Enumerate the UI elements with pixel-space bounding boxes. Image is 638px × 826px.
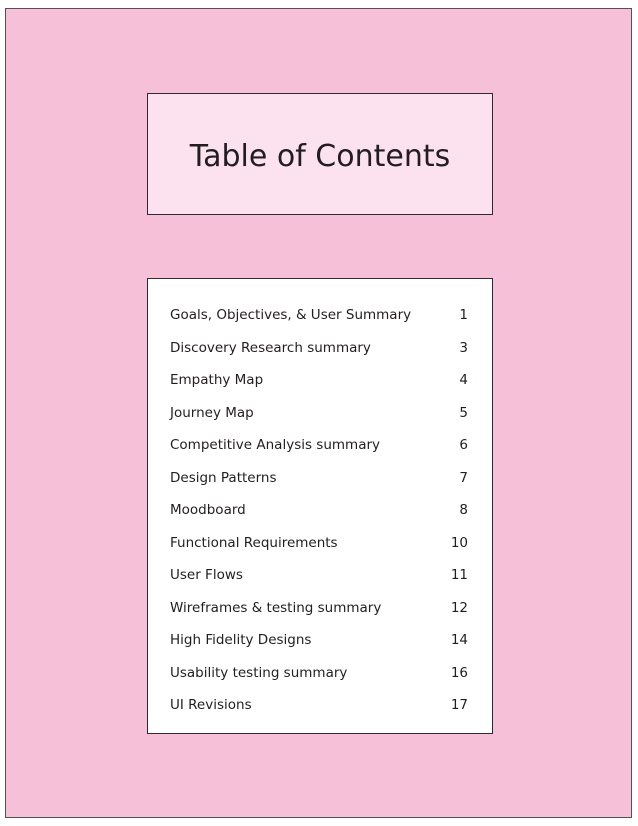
toc-entry-page: 1 — [459, 307, 468, 324]
toc-entry-label: Moodboard — [170, 502, 246, 519]
toc-entry-page: 6 — [459, 437, 468, 454]
toc-entry[interactable] — [170, 494, 468, 527]
toc-entry[interactable] — [170, 657, 468, 690]
toc-entry-page: 17 — [450, 697, 468, 714]
toc-entry-label: Functional Requirements — [170, 534, 338, 551]
page-title: Table of Contents — [189, 138, 451, 174]
toc-entry-label: High Fidelity Designs — [170, 632, 312, 649]
toc-entry-label: Discovery Research summary — [170, 339, 371, 356]
toc-entry[interactable] — [170, 429, 468, 462]
title-box — [147, 93, 493, 215]
toc-entry-page: 5 — [459, 404, 468, 421]
toc-entry-label: Journey Map — [170, 404, 254, 421]
toc-entry[interactable] — [170, 462, 468, 495]
toc-entry[interactable] — [170, 332, 468, 365]
toc-entry[interactable] — [170, 299, 468, 332]
toc-list — [170, 299, 468, 722]
toc-entry-label: Empathy Map — [170, 372, 264, 389]
toc-entry-page: 10 — [450, 534, 468, 551]
toc-entry[interactable] — [170, 592, 468, 625]
toc-entry-label: Competitive Analysis summary — [170, 437, 381, 454]
toc-entry-label: UI Revisions — [170, 697, 252, 714]
toc-entry[interactable] — [170, 559, 468, 592]
toc-entry-label: Goals, Objectives, & User Summary — [170, 307, 412, 324]
document-page — [5, 8, 632, 818]
toc-box — [147, 278, 493, 734]
toc-entry[interactable] — [170, 397, 468, 430]
toc-entry[interactable] — [170, 624, 468, 657]
toc-entry-page: 11 — [450, 567, 468, 584]
toc-entry-page: 16 — [450, 664, 468, 681]
toc-entry-label: User Flows — [170, 567, 243, 584]
toc-entry[interactable] — [170, 689, 468, 722]
toc-entry-label: Design Patterns — [170, 469, 277, 486]
toc-entry-page: 12 — [450, 599, 468, 616]
toc-entry-label: Usability testing summary — [170, 664, 348, 681]
toc-entry-page: 4 — [459, 372, 468, 389]
toc-entry-page: 8 — [459, 502, 468, 519]
toc-entry[interactable] — [170, 364, 468, 397]
toc-entry-page: 7 — [459, 469, 468, 486]
toc-entry-page: 14 — [450, 632, 468, 649]
toc-entry[interactable] — [170, 527, 468, 560]
toc-entry-page: 3 — [459, 339, 468, 356]
toc-entry-label: Wireframes & testing summary — [170, 599, 382, 616]
